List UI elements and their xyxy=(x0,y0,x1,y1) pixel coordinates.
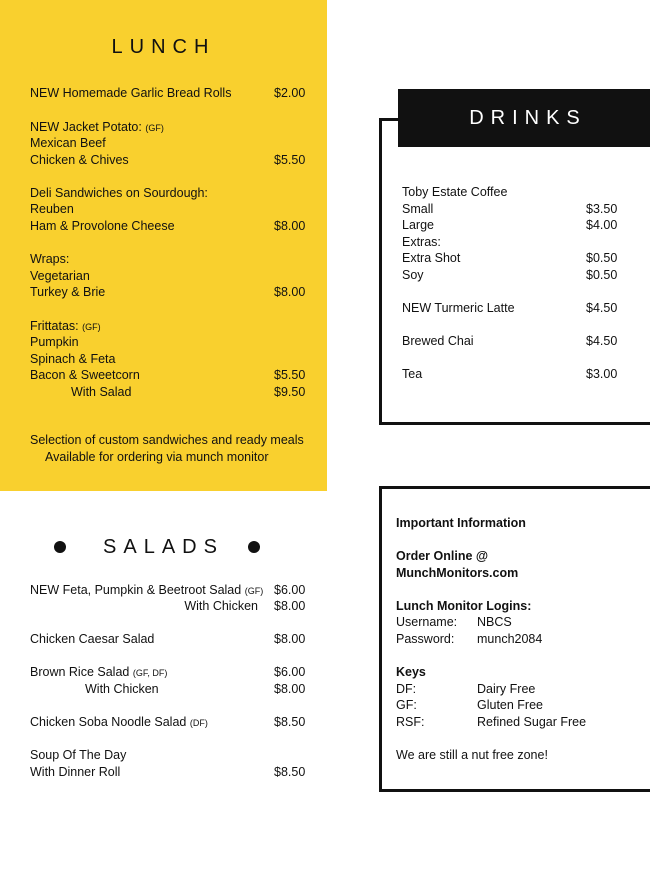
item-name: Chicken Caesar Salad xyxy=(30,632,155,646)
salads-header xyxy=(0,535,327,559)
item-name: Brown Rice Salad xyxy=(30,665,130,679)
item-name: Deli Sandwiches on Sourdough: xyxy=(30,186,208,200)
list-item xyxy=(30,135,320,151)
item-price: $2.00 xyxy=(274,86,306,100)
key-meaning: Dairy Free xyxy=(477,682,536,696)
item-name: Ham & Provolone Cheese xyxy=(30,219,175,233)
item-price: $4.00 xyxy=(586,218,618,232)
list-item xyxy=(402,234,642,250)
item-price: $5.50 xyxy=(274,153,306,167)
item-price: $6.00 xyxy=(274,665,306,679)
list-item xyxy=(30,664,320,680)
list-item xyxy=(30,201,320,217)
item-name: Small xyxy=(402,202,434,216)
item-price: $0.50 xyxy=(586,268,618,282)
list-item xyxy=(30,351,320,367)
password-label: Password: xyxy=(396,632,455,646)
list-item xyxy=(402,300,642,316)
item-name: Extras: xyxy=(402,235,441,249)
item-name: NEW Jacket Potato: xyxy=(30,120,142,134)
list-item xyxy=(30,764,320,780)
key-row xyxy=(396,714,646,730)
item-name: Reuben xyxy=(30,202,74,216)
key-row xyxy=(396,697,646,713)
info-heading: Important Information xyxy=(396,516,526,530)
key-code: DF: xyxy=(396,682,417,696)
list-item xyxy=(30,631,320,647)
item-name: Soy xyxy=(402,268,424,282)
password-value: munch2084 xyxy=(477,632,543,646)
item-price: $8.00 xyxy=(274,632,306,646)
item-name: Wraps: xyxy=(30,252,70,266)
order-online-label: Order Online @ xyxy=(396,549,489,563)
note-line: Available for ordering via munch monitor xyxy=(45,450,269,464)
list-item xyxy=(402,366,642,382)
list-item xyxy=(30,367,320,383)
item-price: $3.50 xyxy=(586,202,618,216)
item-name: Soup Of The Day xyxy=(30,748,127,762)
list-item xyxy=(402,333,642,349)
list-item xyxy=(30,152,320,168)
item-name: Chicken Soba Noodle Salad xyxy=(30,715,187,729)
list-item xyxy=(30,185,320,201)
item-price: $6.00 xyxy=(274,583,306,597)
item-price: $9.50 xyxy=(274,385,306,399)
list-item xyxy=(402,184,642,200)
important-info xyxy=(396,515,646,775)
item-price: $8.50 xyxy=(274,765,306,779)
lunch-title: LUNCH xyxy=(111,36,216,58)
item-name: With Salad xyxy=(71,385,132,399)
list-item xyxy=(30,747,320,763)
list-item xyxy=(402,201,642,217)
item-name: NEW Homemade Garlic Bread Rolls xyxy=(30,86,232,100)
username-row xyxy=(396,614,646,630)
dietary-tag: (GF, DF) xyxy=(132,668,168,678)
list-item xyxy=(30,598,320,614)
list-item xyxy=(30,318,320,334)
item-price: $8.00 xyxy=(274,285,306,299)
list-item xyxy=(30,268,320,284)
list-item xyxy=(30,334,320,350)
item-name: Large xyxy=(402,218,434,232)
bullet-dot-icon xyxy=(248,541,260,553)
item-name: Toby Estate Coffee xyxy=(402,185,508,199)
key-row xyxy=(396,681,646,697)
list-item xyxy=(402,250,642,266)
list-item xyxy=(30,218,320,234)
item-price: $5.50 xyxy=(274,368,306,382)
item-name: Brewed Chai xyxy=(402,334,474,348)
item-price: $4.50 xyxy=(586,334,618,348)
item-price: $4.50 xyxy=(586,301,618,315)
keys-heading: Keys xyxy=(396,665,426,679)
item-name: Mexican Beef xyxy=(30,136,106,150)
item-price: $8.00 xyxy=(274,219,306,233)
logins-heading: Lunch Monitor Logins: xyxy=(396,599,532,613)
dietary-tag: (GF) xyxy=(145,123,164,133)
list-item xyxy=(30,582,320,598)
note-line: Selection of custom sandwiches and ready meals xyxy=(30,433,304,447)
nut-free-note: We are still a nut free zone! xyxy=(396,748,548,762)
drinks-header-bar xyxy=(398,89,650,147)
salads-title: SALADS xyxy=(103,536,224,558)
list-item xyxy=(30,714,320,730)
list-item xyxy=(402,217,642,233)
item-name: Chicken & Chives xyxy=(30,153,129,167)
item-price: $8.00 xyxy=(274,599,306,613)
item-name: NEW Feta, Pumpkin & Beetroot Salad xyxy=(30,583,242,597)
password-row xyxy=(396,631,646,647)
item-price: $8.00 xyxy=(274,682,306,696)
salads-menu-list xyxy=(30,582,320,782)
item-name: With Dinner Roll xyxy=(30,765,121,779)
username-value: NBCS xyxy=(477,615,512,629)
item-price: $0.50 xyxy=(586,251,618,265)
lunch-menu-list xyxy=(30,85,320,405)
dietary-tag: (DF) xyxy=(189,718,208,728)
key-meaning: Refined Sugar Free xyxy=(477,715,587,729)
item-name: Vegetarian xyxy=(30,269,90,283)
dietary-tag: (GF) xyxy=(82,322,101,332)
item-price: $3.00 xyxy=(586,367,618,381)
list-item xyxy=(30,85,320,101)
list-item xyxy=(30,681,320,697)
list-item xyxy=(30,119,320,135)
item-name: Pumpkin xyxy=(30,335,79,349)
item-name: Bacon & Sweetcorn xyxy=(30,368,140,382)
item-name: Spinach & Feta xyxy=(30,352,116,366)
list-item xyxy=(402,267,642,283)
key-code: RSF: xyxy=(396,715,425,729)
item-name: With Chicken xyxy=(85,682,159,696)
list-item xyxy=(30,384,320,400)
item-name: NEW Turmeric Latte xyxy=(402,301,515,315)
item-name: Tea xyxy=(402,367,423,381)
key-meaning: Gluten Free xyxy=(477,698,544,712)
drinks-title: DRINKS xyxy=(469,107,587,129)
lunch-note xyxy=(30,432,320,466)
list-item xyxy=(30,251,320,267)
dietary-tag: (GF) xyxy=(244,586,264,596)
drinks-menu-list xyxy=(402,184,642,384)
key-code: GF: xyxy=(396,698,417,712)
order-online-site: MunchMonitors.com xyxy=(396,566,519,580)
item-name: Frittatas: xyxy=(30,319,79,333)
list-item xyxy=(30,284,320,300)
item-name: Turkey & Brie xyxy=(30,285,106,299)
item-name: Extra Shot xyxy=(402,251,461,265)
item-price: $8.50 xyxy=(274,715,306,729)
item-name: With Chicken xyxy=(184,599,258,613)
username-label: Username: xyxy=(396,615,458,629)
